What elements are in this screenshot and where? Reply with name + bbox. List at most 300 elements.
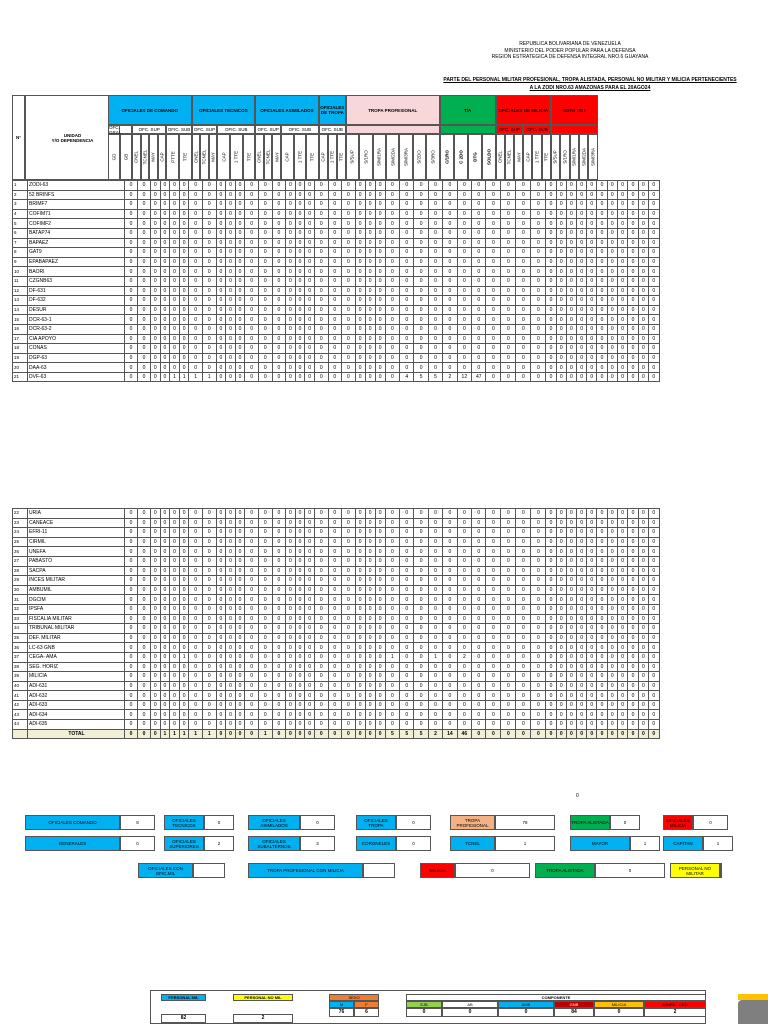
cell-value: 0 (617, 595, 627, 605)
cell-value: 0 (245, 238, 259, 248)
cell-value: 0 (170, 276, 180, 286)
cell-value: 0 (587, 585, 597, 595)
cell-value: 0 (160, 276, 170, 286)
cell-value: 0 (258, 344, 272, 354)
cell-value: 0 (295, 219, 305, 229)
cell-value: 0 (286, 238, 296, 248)
cell-value: 0 (400, 305, 414, 315)
cell-value: 0 (587, 652, 597, 662)
cell-value: 0 (428, 363, 442, 373)
cell-value: 0 (472, 181, 486, 191)
cell-value: 0 (295, 238, 305, 248)
cell-value: 0 (375, 556, 385, 566)
cell-value: 0 (486, 672, 501, 682)
cell-value: 0 (597, 296, 607, 306)
cell-value: 0 (414, 248, 428, 258)
header-rank-label: CNEL (497, 150, 503, 164)
cell-value: 0 (286, 334, 296, 344)
cell-value: 0 (516, 624, 531, 634)
cell-value: 0 (638, 652, 648, 662)
header-no: N° (12, 95, 25, 180)
cell-value: 0 (295, 248, 305, 258)
cell-value: 0 (414, 537, 428, 547)
cell-value: 0 (365, 353, 375, 363)
cell-value: 0 (160, 633, 170, 643)
cell-value: 0 (170, 710, 180, 720)
cell-value: 0 (587, 315, 597, 325)
cell-value: 0 (216, 691, 226, 701)
cell-value: 0 (151, 353, 161, 363)
cell-value: 0 (501, 518, 516, 528)
cell-value: 0 (365, 509, 375, 519)
cell-value: 0 (245, 190, 259, 200)
cell-value: 0 (245, 604, 259, 614)
cell-value: 0 (546, 556, 556, 566)
cell-value: 0 (305, 344, 315, 354)
cell-value: 0 (328, 200, 342, 210)
cell-value: 0 (486, 181, 501, 191)
cell-value: 0 (556, 652, 566, 662)
cell-value: 0 (305, 681, 315, 691)
cell-value: 0 (151, 305, 161, 315)
cell-value: 0 (342, 344, 356, 354)
table-row (13, 720, 660, 730)
cell-value: 0 (179, 209, 189, 219)
cell-value: 0 (587, 624, 597, 634)
header-group-0: OFICIALES DE COMANDO (108, 95, 192, 125)
total-value: 0 (125, 729, 138, 739)
cell-value: 0 (295, 257, 305, 267)
cell-value: 0 (443, 576, 457, 586)
cell-value: 0 (272, 276, 286, 286)
cell-value: 0 (272, 662, 286, 672)
cell-value: 0 (314, 372, 328, 382)
cell-value: 0 (400, 518, 414, 528)
cell-value: 0 (587, 286, 597, 296)
footer-strip (150, 990, 706, 1024)
cell-value: 0 (617, 353, 627, 363)
cell-value: 0 (305, 353, 315, 363)
cell-value: 0 (400, 296, 414, 306)
cell-value: 0 (342, 576, 356, 586)
table-row (13, 633, 660, 643)
cell-value: 0 (556, 305, 566, 315)
row-number: 41 (13, 691, 28, 701)
cell-value: 0 (400, 537, 414, 547)
cell-value: 0 (355, 537, 365, 547)
cell-value: 0 (576, 257, 586, 267)
footer-no-mil-value: 2 (233, 1014, 293, 1023)
cell-value: 0 (566, 334, 576, 344)
cell-value: 0 (235, 238, 245, 248)
cell-value: 0 (617, 547, 627, 557)
unit-name: ADI-631 (28, 681, 125, 691)
cell-value: 0 (546, 315, 556, 325)
cell-value: 0 (501, 190, 516, 200)
cell-value: 0 (472, 662, 486, 672)
cell-value: 0 (226, 509, 236, 519)
cell-value: 0 (216, 576, 226, 586)
cell-value: 0 (138, 585, 151, 595)
cell-value: 0 (649, 190, 659, 200)
total-value: 0 (355, 729, 365, 739)
cell-value: 0 (342, 248, 356, 258)
cell-value: 0 (216, 228, 226, 238)
row-number: 37 (13, 652, 28, 662)
cell-value: 0 (607, 662, 617, 672)
cell-value: 0 (258, 200, 272, 210)
cell-value: 0 (428, 190, 442, 200)
cell-value: 0 (365, 624, 375, 634)
cell-value: 0 (189, 672, 203, 682)
cell-value: 0 (576, 200, 586, 210)
cell-value: 0 (587, 257, 597, 267)
cell-value: 0 (365, 681, 375, 691)
header-rank-9 (200, 134, 209, 180)
cell-value: 0 (258, 604, 272, 614)
cell-value: 0 (138, 257, 151, 267)
cell-value: 0 (202, 257, 216, 267)
cell-value: 0 (628, 652, 638, 662)
cell-value: 0 (314, 604, 328, 614)
cell-value: 0 (486, 624, 501, 634)
cell-value: 0 (501, 595, 516, 605)
header-group-5: T/A (440, 95, 496, 125)
cell-value: 0 (501, 604, 516, 614)
cell-value: 0 (638, 672, 648, 682)
cell-value: 0 (235, 209, 245, 219)
cell-value: 0 (189, 556, 203, 566)
cell-value: 0 (305, 324, 315, 334)
cell-value: 0 (486, 353, 501, 363)
cell-value: 0 (375, 190, 385, 200)
summary-r2-2-label: OFICIALES SUBALTERNOS (248, 836, 300, 851)
header-rank-17 (281, 134, 294, 180)
cell-value: 0 (607, 276, 617, 286)
cell-value: 0 (546, 190, 556, 200)
cell-value: 0 (607, 228, 617, 238)
cell-value: 0 (617, 286, 627, 296)
cell-value: 0 (286, 257, 296, 267)
cell-value: 0 (305, 710, 315, 720)
cell-value: 0 (235, 296, 245, 306)
cell-value: 0 (472, 363, 486, 373)
cell-value: 0 (597, 720, 607, 730)
cell-value: 0 (189, 334, 203, 344)
cell-value: 0 (414, 624, 428, 634)
cell-value: 0 (216, 566, 226, 576)
table-row (13, 624, 660, 634)
cell-value: 0 (305, 633, 315, 643)
cell-value: 0 (617, 518, 627, 528)
cell-value: 0 (245, 720, 259, 730)
cell-value: 0 (516, 372, 531, 382)
cell-value: 0 (295, 200, 305, 210)
cell-value: 0 (566, 344, 576, 354)
cell-value: 0 (125, 585, 138, 595)
total-value: 0 (649, 729, 659, 739)
cell-value: 0 (295, 305, 305, 315)
cell-value: 0 (531, 528, 546, 538)
cell-value: 0 (138, 181, 151, 191)
cell-value: 0 (258, 672, 272, 682)
header-rank-2 (132, 134, 141, 180)
cell-value: 0 (226, 528, 236, 538)
cell-value: 0 (607, 700, 617, 710)
cell-value: 0 (385, 248, 399, 258)
cell-value: 0 (546, 643, 556, 653)
cell-value: 0 (202, 681, 216, 691)
cell-value: 0 (286, 315, 296, 325)
cell-value: 0 (576, 286, 586, 296)
cell-value: 0 (516, 672, 531, 682)
cell-value: 0 (385, 200, 399, 210)
cell-value: 0 (138, 228, 151, 238)
header-rank-29 (426, 134, 439, 180)
cell-value: 0 (472, 209, 486, 219)
cell-value: 0 (355, 353, 365, 363)
cell-value: 0 (546, 228, 556, 238)
cell-value: 0 (258, 652, 272, 662)
cell-value: 0 (328, 267, 342, 277)
footer-ab-label: AB (442, 1001, 498, 1008)
cell-value: 0 (328, 672, 342, 682)
cell-value: 0 (235, 372, 245, 382)
cell-value: 0 (170, 547, 180, 557)
header-rank-label: 1 TTE (297, 150, 303, 164)
cell-value: 0 (607, 257, 617, 267)
cell-value: 0 (160, 200, 170, 210)
cell-value: 0 (328, 624, 342, 634)
total-value: 0 (638, 729, 648, 739)
cell-value: 0 (226, 537, 236, 547)
cell-value: 0 (428, 604, 442, 614)
cell-value: 0 (576, 537, 586, 547)
cell-value: 0 (531, 518, 546, 528)
cell-value: 0 (566, 324, 576, 334)
cell-value: 0 (305, 509, 315, 519)
cell-value: 0 (566, 305, 576, 315)
cell-value: 0 (328, 334, 342, 344)
cell-value: 0 (638, 624, 648, 634)
cell-value: 0 (286, 518, 296, 528)
cell-value: 0 (151, 547, 161, 557)
unit-name: ADI-633 (28, 700, 125, 710)
cell-value: 0 (272, 344, 286, 354)
cell-value: 0 (531, 633, 546, 643)
cell-value: 0 (235, 566, 245, 576)
cell-value: 0 (314, 334, 328, 344)
cell-value: 0 (556, 585, 566, 595)
cell-value: 0 (138, 643, 151, 653)
cell-value: 0 (597, 672, 607, 682)
cell-value: 0 (414, 710, 428, 720)
cell-value: 0 (457, 672, 471, 682)
cell-value: 0 (617, 652, 627, 662)
cell-value: 0 (428, 595, 442, 605)
cell-value: 0 (628, 248, 638, 258)
cell-value: 0 (295, 324, 305, 334)
unit-name: DESUR (28, 305, 125, 315)
cell-value: 0 (587, 595, 597, 605)
cell-value: 0 (216, 363, 226, 373)
cell-value: 0 (170, 528, 180, 538)
summary-r2-5-label: MAYOR (570, 836, 630, 851)
cell-value: 0 (342, 219, 356, 229)
cell-value: 0 (151, 248, 161, 258)
cell-value: 0 (179, 200, 189, 210)
cell-value: 0 (443, 334, 457, 344)
cell-value: 0 (375, 363, 385, 373)
cell-value: 0 (587, 509, 597, 519)
cell-value: 0 (566, 372, 576, 382)
cell-value: 0 (226, 518, 236, 528)
cell-value: 0 (314, 509, 328, 519)
cell-value: 0 (216, 595, 226, 605)
cell-value: 0 (638, 585, 648, 595)
row-number: 27 (13, 556, 28, 566)
summary-r1-1-label: OFICIALES TECNICOS (164, 815, 204, 830)
cell-value: 0 (342, 672, 356, 682)
cell-value: 0 (546, 181, 556, 191)
cell-value: 0 (587, 681, 597, 691)
header-rank-23 (346, 134, 359, 180)
cell-value: 0 (125, 700, 138, 710)
cell-value: 0 (272, 296, 286, 306)
header-rank-label: TTE (543, 152, 549, 162)
cell-value: 0 (216, 296, 226, 306)
cell-value: 0 (443, 219, 457, 229)
cell-value: 0 (138, 353, 151, 363)
cell-value: 0 (138, 363, 151, 373)
cell-value: 0 (587, 238, 597, 248)
cell-value: 0 (443, 633, 457, 643)
cell-value: 0 (501, 509, 516, 519)
cell-value: 0 (216, 315, 226, 325)
cell-value: 0 (457, 662, 471, 672)
footer-sexo-label: SEXO (329, 994, 379, 1001)
cell-value: 0 (151, 624, 161, 634)
cell-value: 0 (566, 209, 576, 219)
cell-value: 0 (414, 305, 428, 315)
cell-value: 0 (138, 324, 151, 334)
cell-value: 0 (649, 614, 659, 624)
cell-value: 0 (638, 509, 648, 519)
summary-r1-3-label: OFICIALES TROPA (356, 815, 396, 830)
cell-value: 0 (226, 672, 236, 682)
total-value: 0 (272, 729, 286, 739)
cell-value: 0 (245, 537, 259, 547)
cell-value: 0 (355, 209, 365, 219)
cell-value: 0 (576, 652, 586, 662)
cell-value: 0 (587, 200, 597, 210)
cell-value: 0 (216, 672, 226, 682)
cell-value: 0 (617, 566, 627, 576)
cell-value: 0 (428, 710, 442, 720)
summary-r2-4-label: TCNEL (450, 836, 495, 851)
cell-value: 0 (607, 595, 617, 605)
cell-value: 0 (295, 595, 305, 605)
cell-value: 0 (649, 200, 659, 210)
cell-value: 0 (305, 305, 315, 315)
cell-value: 0 (638, 372, 648, 382)
cell-value: 0 (486, 276, 501, 286)
cell-value: 0 (638, 662, 648, 672)
cell-value: 0 (160, 547, 170, 557)
cell-value: 0 (295, 604, 305, 614)
cell-value: 0 (216, 286, 226, 296)
cell-value: 0 (328, 710, 342, 720)
cell-value: 0 (516, 324, 531, 334)
cell-value: 0 (516, 344, 531, 354)
cell-value: 0 (138, 556, 151, 566)
cell-value: 0 (272, 305, 286, 315)
cell-value: 0 (258, 556, 272, 566)
cell-value: 0 (649, 344, 659, 354)
cell-value: 0 (286, 643, 296, 653)
cell-value: 0 (486, 652, 501, 662)
cell-value: 0 (556, 344, 566, 354)
cell-value: 0 (365, 547, 375, 557)
cell-value: 0 (556, 547, 566, 557)
header-rank-4 (149, 134, 158, 180)
header-rank-label: S/M/3RA (590, 147, 596, 167)
cell-value: 0 (628, 710, 638, 720)
cell-value: 0 (328, 556, 342, 566)
cell-value: 0 (258, 633, 272, 643)
cell-value: 0 (138, 276, 151, 286)
cell-value: 0 (472, 585, 486, 595)
cell-value: 0 (617, 372, 627, 382)
cell-value: 0 (305, 662, 315, 672)
cell-value: 0 (125, 691, 138, 701)
unit-name: CEGA- AMA (28, 652, 125, 662)
cell-value: 0 (400, 566, 414, 576)
cell-value: 0 (501, 662, 516, 672)
cell-value: 0 (414, 334, 428, 344)
table-row (13, 363, 660, 373)
cell-value: 0 (587, 672, 597, 682)
cell-value: 0 (556, 509, 566, 519)
cell-value: 0 (400, 700, 414, 710)
cell-value: 0 (202, 556, 216, 566)
cell-value: 0 (272, 652, 286, 662)
total-value: 0 (216, 729, 226, 739)
cell-value: 0 (179, 363, 189, 373)
cell-value: 0 (160, 604, 170, 614)
cell-value: 0 (576, 248, 586, 258)
cell-value: 0 (365, 710, 375, 720)
cell-value: 0 (443, 700, 457, 710)
cell-value: 0 (638, 633, 648, 643)
header-rank-label: TCNEL (265, 149, 271, 165)
cell-value: 0 (566, 681, 576, 691)
cell-value: 0 (375, 315, 385, 325)
header-rank-label: MAY (210, 152, 216, 162)
cell-value: 0 (272, 363, 286, 373)
cell-value: 0 (235, 509, 245, 519)
cell-value: 0 (457, 181, 471, 191)
header-rank-15 (264, 134, 273, 180)
cell-value: 0 (628, 528, 638, 538)
cell-value: 0 (472, 672, 486, 682)
cell-value: 0 (375, 585, 385, 595)
cell-value: 0 (486, 576, 501, 586)
cell-value: 0 (355, 662, 365, 672)
header-subgroup-5: OFC. SUP (255, 125, 281, 134)
cell-value: 0 (649, 324, 659, 334)
cell-value: 0 (414, 209, 428, 219)
